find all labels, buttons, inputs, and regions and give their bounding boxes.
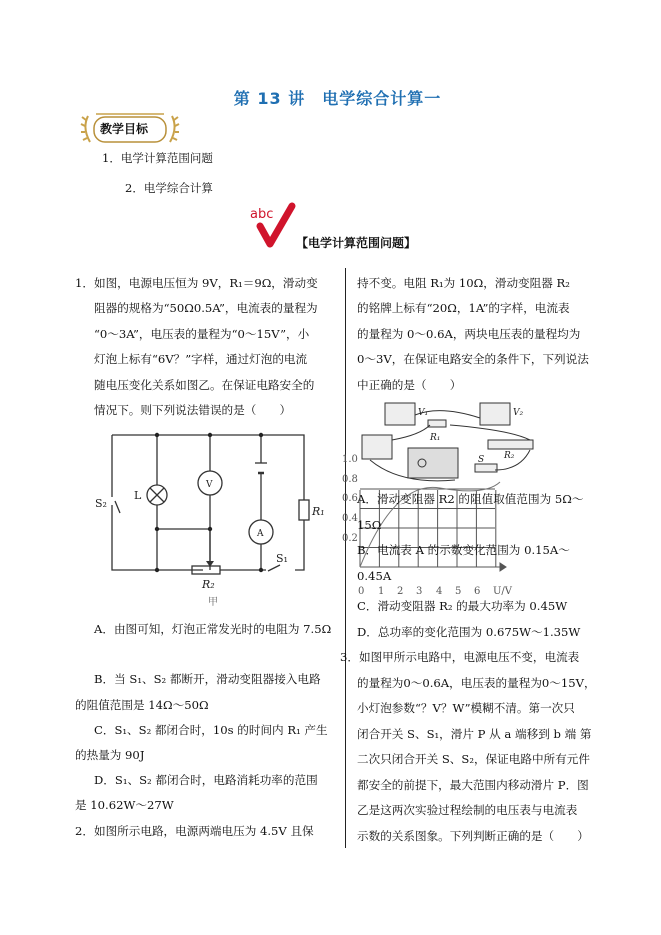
x-tick: 0 (358, 586, 365, 597)
y-tick: 0.4 (342, 513, 358, 524)
label-s2: S₂ (95, 497, 107, 510)
q1-line: “0～3A”，电压表的量程为“0～15V”，小 (94, 326, 310, 341)
q2-option-a: A．滑动变阻器 R2 的阻值取值范围为 5Ω～ (357, 492, 584, 506)
q1-line: 随电压变化关系如图乙。在保证电路安全的 (94, 377, 315, 392)
q3-line: 乙是这两次实验过程绘制的电压表与电流表 (357, 803, 578, 817)
q1-option-b: B．当 S₁、S₂ 都断开，滑动变阻器接入电路 (94, 672, 321, 687)
label-r1: R₁ (430, 433, 441, 443)
y-tick: 0.8 (342, 474, 358, 485)
blank-line (75, 642, 331, 667)
badge-label: 教学目标 (100, 122, 149, 136)
x-tick: 4 (436, 586, 443, 597)
y-tick: 1.0 (342, 454, 358, 465)
q1-option-d-cont: 是 10.62W～27W (75, 798, 174, 813)
x-tick: 1 (378, 586, 385, 597)
x-tick: 2 (397, 586, 404, 597)
q1-option-c-cont: 的热量为 90J (75, 748, 145, 762)
circuit-diagram (90, 425, 340, 608)
q1-line: 1．如图，电源电压恒为 9V，R₁＝9Ω，滑动变 (75, 276, 318, 290)
q1-line: 阻器的规格为“50Ω0.5A”，电流表的量程为 (94, 301, 318, 316)
q1-option-c: C．S₁、S₂ 都闭合时，10s 的时间内 R₁ 产生 (94, 722, 328, 737)
q2-line: 的量程为 0～0.6A，两块电压表的量程均为 (357, 326, 581, 341)
label-v: V (206, 480, 213, 490)
q3-line: 二次只闭合开关 S、S₂，保证电路中所有元件 (357, 752, 590, 766)
checkmark-icon (248, 202, 296, 248)
figure-label: 甲 (208, 597, 218, 608)
goal-item: 2．电学综合计算 (125, 181, 213, 195)
label-r1: R₁ (312, 505, 325, 518)
q2-option-c: C．滑动变阻器 R₂ 的最大功率为 0.45W (357, 599, 568, 613)
question-2-cont (357, 271, 589, 398)
label-s1: S₁ (276, 552, 288, 565)
x-tick: 3 (416, 586, 423, 597)
q2-line: 中正确的是（ ） (357, 377, 462, 392)
q2-option-b: B．电流表 A 的示数变化范围为 0.15A～ (357, 543, 570, 557)
page-title: 第 13 讲 电学综合计算一 (233, 89, 442, 108)
q1-option-b-cont: 的阻值范围是 14Ω～50Ω (75, 697, 209, 712)
label-v1: V₁ (418, 408, 429, 418)
question-1 (75, 271, 318, 423)
label-l: L (134, 489, 142, 502)
x-tick: 5 (455, 586, 462, 597)
x-tick: 6 (474, 586, 481, 597)
check-text: abc (250, 207, 274, 222)
q2-options-cd-q3 (340, 594, 596, 849)
label-r2: R₂ (202, 578, 215, 591)
q3-line: 小灯泡参数“？V？W”模糊不清。第一次只 (357, 701, 575, 715)
q1-option-a: A．由图可知，灯泡正常发光时的电阻为 7.5Ω (94, 622, 332, 636)
x-axis-label: U/V (493, 586, 513, 597)
q2-option-d: D．总功率的变化范围为 0.675W～1.35W (357, 624, 581, 639)
q1-line: 情况下。则下列说法错误的是（ ） (94, 403, 292, 418)
section-heading: 【电学计算范围问题】 (296, 236, 417, 250)
label-v2: V₂ (513, 408, 524, 418)
q2-first-line: 2．如图所示电路，电源两端电压为 4.5V 且保 (75, 823, 314, 838)
q2-option-b-cont: 0.45A (357, 568, 392, 583)
goal-item: 1．电学计算范围问题 (102, 151, 213, 165)
q1-options (75, 617, 331, 844)
y-tick: 0.6 (342, 493, 358, 504)
q3-line: 都安全的前提下，最大范围内移动滑片 P．图 (357, 777, 589, 792)
y-tick: 0.2 (342, 533, 358, 544)
q2-options-ab (357, 487, 583, 589)
q1-option-d: D．S₁、S₂ 都闭合时，电路消耗功率的范围 (94, 773, 318, 788)
q2-option-a-cont: 15Ω (357, 517, 382, 532)
q3-line: 3．如图甲所示电路中，电源电压不变，电流表 (340, 650, 580, 664)
label-a: A (257, 529, 264, 539)
q2-line: 的铭牌上标有“20Ω，1A”的字样，电流表 (357, 301, 570, 316)
q3-line: 的量程为0～0.6A，电压表的量程为0～15V， (357, 675, 596, 690)
q3-line: 示数的关系图象。下列判断正确的是（ ） (357, 828, 589, 843)
q2-line: 持不变。电阻 R₁为 10Ω，滑动变阻器 R₂ (357, 276, 570, 290)
label-r2: R₂ (504, 451, 515, 461)
q3-line: 闭合开关 S、S₁，滑片 P 从 a 端移到 b 端 第 (357, 726, 592, 741)
q2-line: 0～3V，在保证电路安全的条件下，下列说法 (357, 352, 589, 367)
q1-line: 灯泡上标有“6V？”字样，通过灯泡的电流 (94, 352, 308, 367)
label-s: S (478, 455, 485, 465)
